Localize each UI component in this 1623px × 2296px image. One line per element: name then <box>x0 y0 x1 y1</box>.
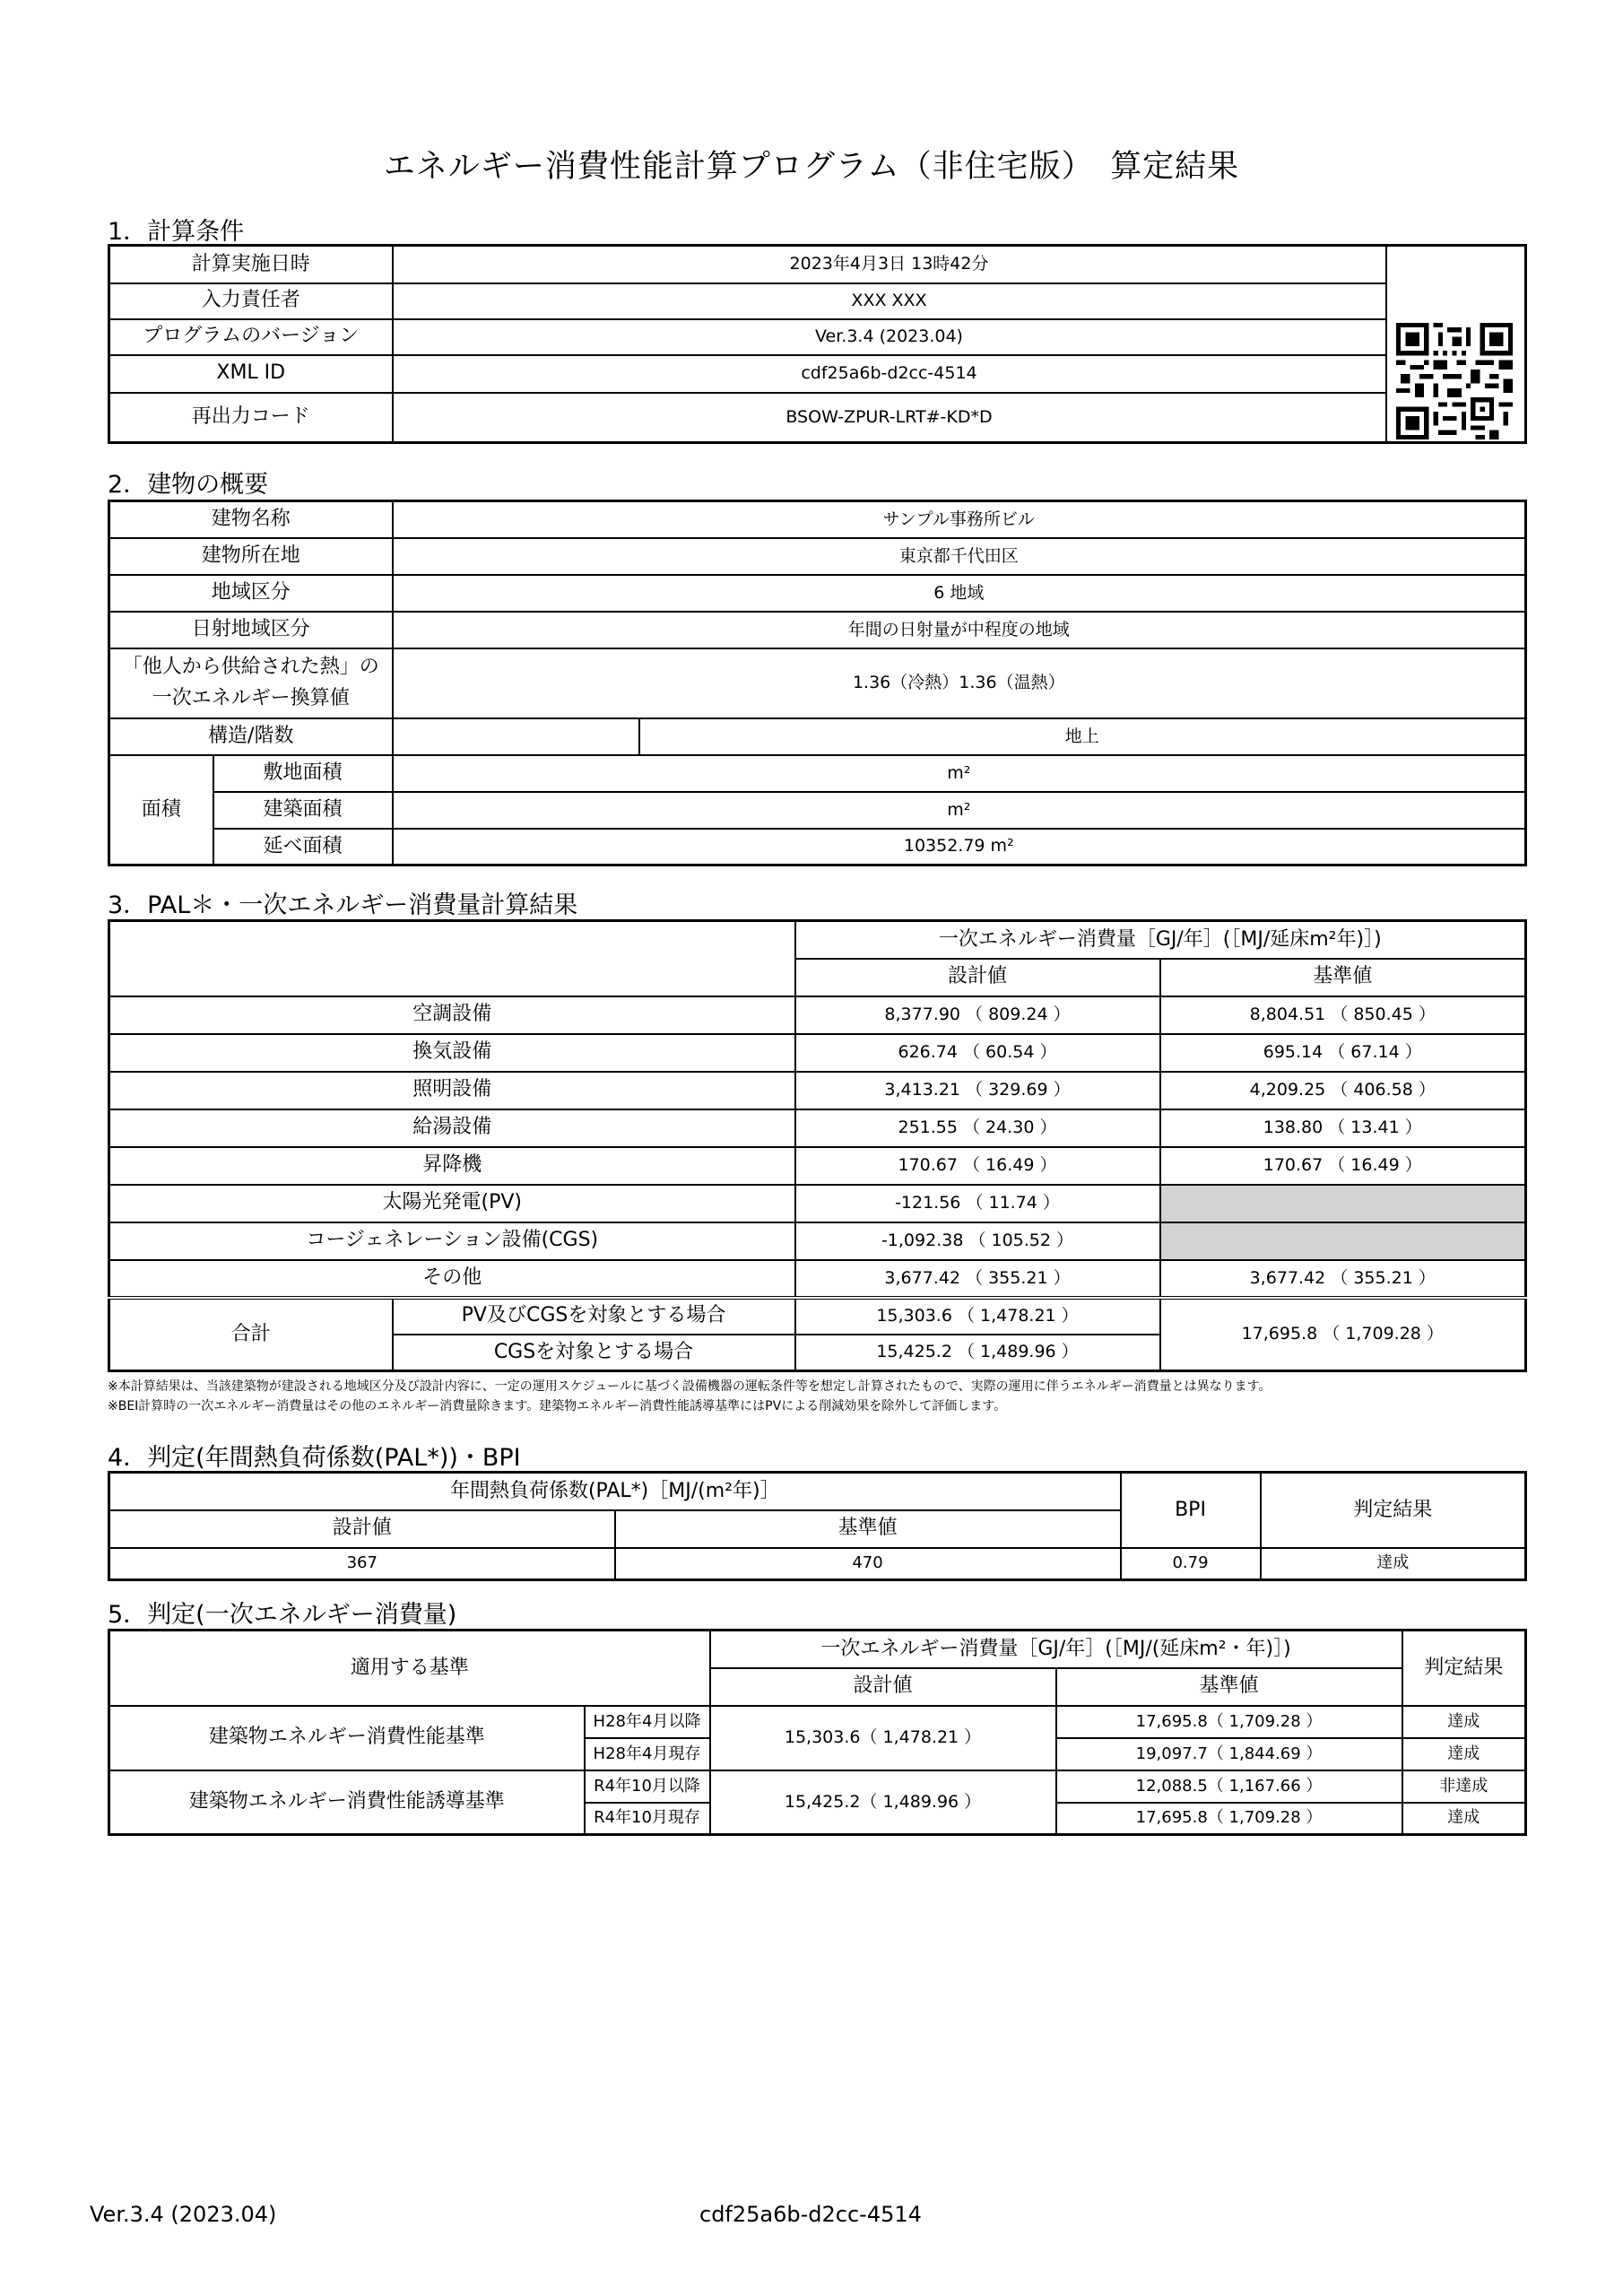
standard-1-b-standard: 19,097.7（ 1,844.69 ） <box>1056 1738 1402 1770</box>
building-name-value: サンプル事務所ビル <box>393 501 1526 538</box>
energy-row-design: 626.74 （ 60.54 ） <box>795 1034 1160 1072</box>
building-area-value: m² <box>393 792 1526 829</box>
page-title: エネルギー消費性能計算プログラム（非住宅版） 算定結果 <box>383 149 1240 185</box>
judge-energy-header: 一次エネルギー消費量［GJ/年］(［MJ/(延床m²・年)］) <box>710 1631 1402 1668</box>
energy-row-label: 換気設備 <box>109 1034 795 1072</box>
energy-row-label: その他 <box>109 1260 795 1298</box>
energy-row-standard-na <box>1160 1185 1526 1222</box>
energy-row-design: 3,413.21 （ 329.69 ） <box>795 1072 1160 1109</box>
energy-note-1: ※本計算結果は、当該建築物が建設される地域区分及び設計内容に、一定の運用スケジュールに基づく設備機器の運転条件等を想定し計算されたもので、実際の運用に伴うエネルギー消費量とは異なります。 <box>108 1379 1271 1394</box>
footer-version: Ver.3.4 (2023.04) <box>90 2202 277 2227</box>
energy-corner-cell <box>109 921 795 996</box>
building-name-label: 建物名称 <box>109 501 393 538</box>
pal-standard-value: 470 <box>615 1548 1121 1580</box>
energy-row-design: -1,092.38 （ 105.52 ） <box>795 1222 1160 1260</box>
floors-value: 地上 <box>639 718 1526 755</box>
pal-table <box>108 1471 1527 1581</box>
total-standard-value: 17,695.8 （ 1,709.28 ） <box>1160 1298 1526 1371</box>
energy-row-label: 給湯設備 <box>109 1109 795 1147</box>
energy-note-2: ※BEI計算時の一次エネルギー消費量はその他のエネルギー消費量除きます。建築物エネルギー消費性能誘導基準にはPVによる削減効果を除外して評価します。 <box>108 1399 1007 1413</box>
energy-row-standard: 695.14 （ 67.14 ） <box>1160 1034 1526 1072</box>
building-area-label: 建築面積 <box>213 792 393 829</box>
standard-2-name: 建築物エネルギー消費性能誘導基準 <box>109 1770 585 1835</box>
energy-row-standard: 138.80 （ 13.41 ） <box>1160 1109 1526 1147</box>
structure-value <box>393 718 639 755</box>
total-label: 合計 <box>109 1298 393 1371</box>
energy-design-header: 設計値 <box>795 959 1160 996</box>
standard-2-b-result: 達成 <box>1402 1803 1526 1835</box>
reout-label: 再出力コード <box>109 393 393 443</box>
section-heading-energy: 3．PAL＊・一次エネルギー消費量計算結果 <box>108 891 578 919</box>
bpi-value: 0.79 <box>1121 1548 1261 1580</box>
energy-row-standard: 3,677.42 （ 355.21 ） <box>1160 1260 1526 1298</box>
xml-value: cdf25a6b-d2cc-4514 <box>393 355 1386 393</box>
energy-row-standard: 4,209.25 （ 406.58 ） <box>1160 1072 1526 1109</box>
conditions-table <box>108 244 1527 444</box>
judge-table <box>108 1629 1527 1836</box>
standard-1-period-b: H28年4月現存 <box>585 1738 710 1770</box>
bpi-header: BPI <box>1121 1473 1261 1548</box>
qr-code-icon <box>1396 323 1513 439</box>
heat-value: 1.36（冷熱）1.36（温熱） <box>393 648 1526 718</box>
energy-notes <box>108 1377 1524 1416</box>
total-pv-label: PV及びCGSを対象とする場合 <box>393 1298 795 1335</box>
judge-result-header: 判定結果 <box>1402 1631 1526 1706</box>
energy-row-standard: 170.67 （ 16.49 ） <box>1160 1147 1526 1185</box>
pal-standard-header: 基準値 <box>615 1510 1121 1548</box>
total-cgs-label: CGSを対象とする場合 <box>393 1335 795 1371</box>
energy-row-label: 空調設備 <box>109 996 795 1034</box>
pal-design-value: 367 <box>109 1548 615 1580</box>
solar-label: 日射地域区分 <box>109 612 393 648</box>
address-value: 東京都千代田区 <box>393 538 1526 575</box>
standard-2-design: 15,425.2（ 1,489.96 ） <box>710 1770 1056 1835</box>
pal-result-header: 判定結果 <box>1261 1473 1526 1548</box>
energy-table <box>108 919 1527 1372</box>
energy-row-design: -121.56 （ 11.74 ） <box>795 1185 1160 1222</box>
section-heading-pal: 4．判定(年間熱負荷係数(PAL*))・BPI <box>108 1444 521 1472</box>
energy-row-design: 170.67 （ 16.49 ） <box>795 1147 1160 1185</box>
total-cgs-value: 15,425.2 （ 1,489.96 ） <box>795 1335 1160 1371</box>
section-heading-conditions: 1．計算条件 <box>108 218 245 246</box>
reout-value: BSOW-ZPUR-LRT#-KD*D <box>393 393 1386 443</box>
solar-value: 年間の日射量が中程度の地域 <box>393 612 1526 648</box>
standard-1-period-a: H28年4月以降 <box>585 1706 710 1738</box>
area-label: 面積 <box>109 755 213 865</box>
footer-xml-id: cdf25a6b-d2cc-4514 <box>699 2202 922 2227</box>
region-label: 地域区分 <box>109 575 393 612</box>
address-label: 建物所在地 <box>109 538 393 575</box>
standard-2-a-standard: 12,088.5（ 1,167.66 ） <box>1056 1770 1402 1803</box>
energy-row-design: 3,677.42 （ 355.21 ） <box>795 1260 1160 1298</box>
pal-header: 年間熱負荷係数(PAL*)［MJ/(m²年)］ <box>109 1473 1121 1510</box>
section-heading-judge: 5．判定(一次エネルギー消費量) <box>108 1601 457 1629</box>
standard-2-b-standard: 17,695.8（ 1,709.28 ） <box>1056 1803 1402 1835</box>
version-label: プログラムのバージョン <box>109 319 393 355</box>
structure-label: 構造/階数 <box>109 718 393 755</box>
energy-row-label: 昇降機 <box>109 1147 795 1185</box>
standard-1-a-result: 達成 <box>1402 1706 1526 1738</box>
floor-area-label: 延べ面積 <box>213 829 393 865</box>
energy-row-standard-na <box>1160 1222 1526 1260</box>
energy-row-standard: 8,804.51 （ 850.45 ） <box>1160 996 1526 1034</box>
energy-header: 一次エネルギー消費量［GJ/年］(［MJ/延床m²年)］) <box>795 921 1526 959</box>
site-area-label: 敷地面積 <box>213 755 393 792</box>
total-pv-value: 15,303.6 （ 1,478.21 ） <box>795 1298 1160 1335</box>
site-area-value: m² <box>393 755 1526 792</box>
energy-row-label: 照明設備 <box>109 1072 795 1109</box>
heat-label-line2: 一次エネルギー換算値 <box>152 686 350 709</box>
heat-label-line1: 「他人から供給された熱」の <box>122 656 379 679</box>
xml-label: XML ID <box>109 355 393 393</box>
person-label: 入力責任者 <box>109 283 393 319</box>
judge-design-header: 設計値 <box>710 1668 1056 1706</box>
energy-row-label: 太陽光発電(PV) <box>109 1185 795 1222</box>
standard-2-period-b: R4年10月現存 <box>585 1803 710 1835</box>
standard-1-b-result: 達成 <box>1402 1738 1526 1770</box>
pal-design-header: 設計値 <box>109 1510 615 1548</box>
section-heading-building: 2．建物の概要 <box>108 471 269 499</box>
standard-2-period-a: R4年10月以降 <box>585 1770 710 1803</box>
energy-standard-header: 基準値 <box>1160 959 1526 996</box>
pal-result-value: 達成 <box>1261 1548 1526 1580</box>
standard-2-a-result: 非達成 <box>1402 1770 1526 1803</box>
energy-row-label: コージェネレーション設備(CGS) <box>109 1222 795 1260</box>
heat-label <box>109 648 393 718</box>
energy-row-design: 251.55 （ 24.30 ） <box>795 1109 1160 1147</box>
standard-1-design: 15,303.6（ 1,478.21 ） <box>710 1706 1056 1770</box>
person-value: XXX XXX <box>393 283 1386 319</box>
date-label: 計算実施日時 <box>109 246 393 283</box>
standard-1-a-standard: 17,695.8（ 1,709.28 ） <box>1056 1706 1402 1738</box>
version-value: Ver.3.4 (2023.04) <box>393 319 1386 355</box>
judge-standard-header: 基準値 <box>1056 1668 1402 1706</box>
region-value: 6 地域 <box>393 575 1526 612</box>
building-table <box>108 500 1527 866</box>
floor-area-value: 10352.79 m² <box>393 829 1526 865</box>
date-value: 2023年4月3日 13時42分 <box>393 246 1386 283</box>
standard-1-name: 建築物エネルギー消費性能基準 <box>109 1706 585 1770</box>
energy-row-design: 8,377.90 （ 809.24 ） <box>795 996 1160 1034</box>
applied-standard-header: 適用する基準 <box>109 1631 710 1706</box>
